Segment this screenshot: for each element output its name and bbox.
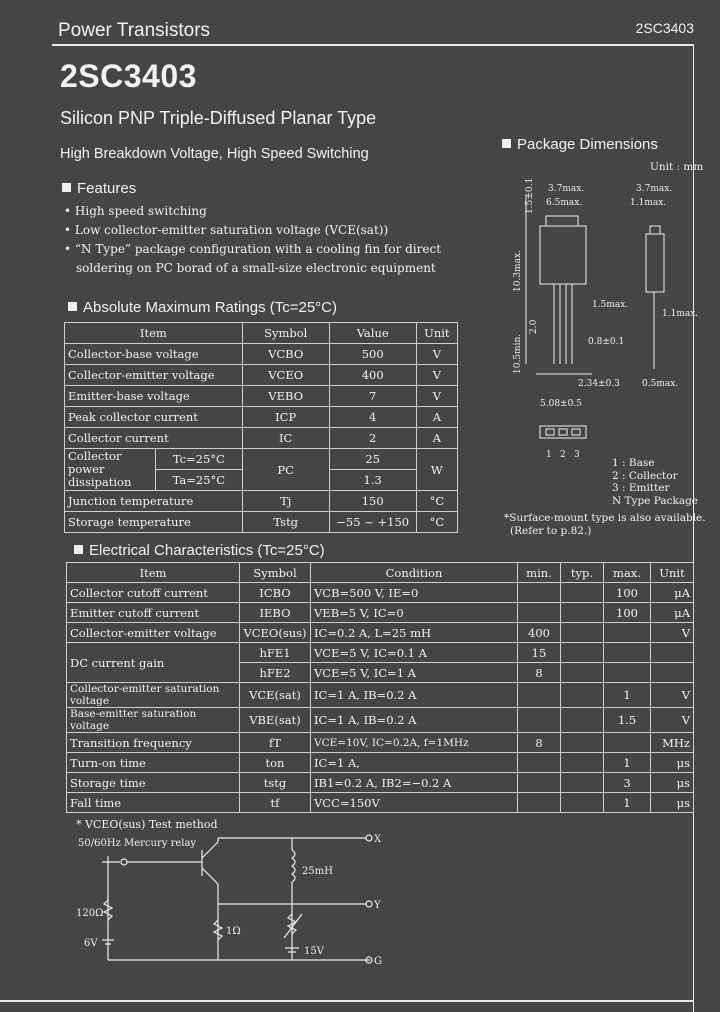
square-bullet-icon	[62, 183, 71, 192]
table-row	[67, 793, 694, 813]
label-r1: 120Ω	[76, 908, 104, 919]
transistor-emitter	[202, 868, 218, 884]
pin-legend	[612, 457, 698, 507]
cell-max: 100	[604, 603, 651, 623]
cell-symbol: hFE2	[240, 663, 311, 683]
pin-number: 1	[546, 450, 552, 460]
cell-unit: V	[416, 386, 457, 407]
label-x: X	[374, 834, 382, 845]
cell-unit: A	[416, 407, 457, 428]
cell-item: Turn-on time	[67, 753, 240, 773]
cell-item: Collector power dissipation	[65, 449, 156, 491]
bottom-rule	[0, 1000, 694, 1002]
table-row	[65, 365, 458, 386]
cell-min	[518, 603, 561, 623]
features-list	[64, 202, 484, 278]
table-row	[65, 386, 458, 407]
cell-unit: °C	[416, 491, 457, 512]
table-row	[67, 753, 694, 773]
column-header: Value	[329, 323, 416, 344]
cell-value: 500	[329, 344, 416, 365]
table-row	[65, 449, 458, 470]
cell-unit: V	[651, 683, 694, 708]
feature-text: High speed switching	[74, 204, 207, 218]
cell-value: 25	[329, 449, 416, 470]
legend-line: 1 : Base	[612, 457, 655, 469]
cell-typ	[561, 683, 604, 708]
label-r2: 1Ω	[226, 926, 241, 937]
cell-min	[518, 583, 561, 603]
cell-symbol: VCEO(sus)	[240, 623, 311, 643]
pad	[559, 429, 567, 435]
cell-unit: μA	[651, 603, 694, 623]
amr-table	[64, 322, 458, 533]
cell-max: 1	[604, 793, 651, 813]
cell-min: 400	[518, 623, 561, 643]
cell-symbol: PC	[242, 449, 329, 491]
package-drawing	[496, 174, 699, 464]
cell-max: 1	[604, 683, 651, 708]
cell-max	[604, 663, 651, 683]
cell-min: 15	[518, 643, 561, 663]
cell-min	[518, 773, 561, 793]
cell-condition: VCC=150V	[311, 793, 518, 813]
cell-unit: W	[416, 449, 457, 491]
square-bullet-icon	[74, 545, 83, 554]
cell-typ	[561, 643, 604, 663]
cell-max: 1.5	[604, 708, 651, 733]
amr-heading-label: Absolute Maximum Ratings (Tc=25°C)	[83, 299, 338, 316]
terminal-x	[366, 835, 372, 841]
table-row	[65, 344, 458, 365]
applications: High Breakdown Voltage, High Speed Switching	[60, 146, 369, 162]
cell-condition: Ta=25°C	[156, 470, 243, 491]
cell-condition: VCE=10V, IC=0.2A, f=1MHz	[311, 733, 518, 753]
cell-item: Emitter cutoff current	[67, 603, 240, 623]
cell-symbol: VEBO	[242, 386, 329, 407]
package-heading	[502, 136, 658, 153]
ec-table	[66, 562, 694, 813]
table-header-row	[65, 323, 458, 344]
cell-symbol: hFE1	[240, 643, 311, 663]
table-row	[67, 603, 694, 623]
dim-label: 3.7max.	[548, 184, 585, 194]
pin-number: 2	[560, 450, 566, 460]
table-row	[67, 623, 694, 643]
cell-item: Transition frequency	[67, 733, 240, 753]
cell-symbol: fT	[240, 733, 311, 753]
cell-max: 3	[604, 773, 651, 793]
cell-unit: °C	[416, 512, 457, 533]
cell-condition: IC=1 A, IB=0.2 A	[311, 683, 518, 708]
dim-label: 3.7max.	[636, 184, 673, 194]
table-row	[67, 708, 694, 733]
cell-max	[604, 733, 651, 753]
cell-unit: V	[651, 708, 694, 733]
dim-label: 6.5max.	[546, 198, 583, 208]
cell-unit: A	[416, 428, 457, 449]
cell-typ	[561, 708, 604, 733]
transistor-collector	[202, 842, 218, 858]
cell-symbol: VCEO	[242, 365, 329, 386]
dim-label: 1.5±0.1	[525, 177, 535, 214]
header-part-number: 2SC3403	[635, 20, 694, 36]
cell-item: Collector-emitter voltage	[65, 365, 243, 386]
cell-item: Emitter-base voltage	[65, 386, 243, 407]
column-header: max.	[604, 563, 651, 583]
cell-item: Collector-emitter saturation voltage	[67, 683, 240, 708]
cell-symbol: IEBO	[240, 603, 311, 623]
note-line: (Refer to p.82.)	[510, 524, 592, 537]
note-line: *Surface-mount type is also available.	[504, 512, 706, 524]
cell-condition: VCE=5 V, IC=1 A	[311, 663, 518, 683]
cell-symbol: tstg	[240, 773, 311, 793]
label-v2: 15V	[304, 946, 324, 957]
cell-unit	[651, 643, 694, 663]
cell-value: 7	[329, 386, 416, 407]
dim-label: 1.1max.	[662, 309, 699, 319]
dim-label: 1.5max.	[592, 300, 629, 310]
cell-symbol: Tj	[242, 491, 329, 512]
cell-item: Collector-emitter voltage	[67, 623, 240, 643]
feature-item: • High speed switching	[64, 204, 207, 218]
cell-item: Collector cutoff current	[67, 583, 240, 603]
feature-text: Low collector-emitter saturation voltage (VCE(sat))	[74, 223, 389, 237]
cell-condition: IC=0.2 A, L=25 mH	[311, 623, 518, 643]
square-bullet-icon	[502, 139, 511, 148]
cell-max	[604, 623, 651, 643]
cell-unit: μs	[651, 773, 694, 793]
column-header: Unit	[416, 323, 457, 344]
label-inductor: 25mH	[302, 866, 333, 877]
dim-label: 10.3max.	[513, 250, 523, 292]
table-row	[65, 428, 458, 449]
amr-heading	[68, 299, 337, 316]
cell-item: Collector-base voltage	[65, 344, 243, 365]
cell-typ	[561, 583, 604, 603]
table-header-row	[67, 563, 694, 583]
cell-typ	[561, 663, 604, 683]
cell-condition: IC=1 A,	[311, 753, 518, 773]
side-fin	[650, 226, 660, 234]
dim-label: 2.0	[529, 319, 539, 334]
package-note	[504, 512, 706, 537]
test-circuit	[76, 830, 400, 980]
cell-typ	[561, 733, 604, 753]
cell-condition: VCB=500 V, IE=0	[311, 583, 518, 603]
column-header: Symbol	[242, 323, 329, 344]
header-rule	[52, 44, 694, 46]
ec-heading-label: Electrical Characteristics (Tc=25°C)	[89, 542, 325, 559]
cell-item: Collector current	[65, 428, 243, 449]
cell-item: DC current gain	[67, 643, 240, 683]
cell-min: 8	[518, 733, 561, 753]
relay-label: 50/60Hz Mercury relay	[78, 838, 197, 849]
column-header: Item	[67, 563, 240, 583]
cell-item: Storage time	[67, 773, 240, 793]
cell-min	[518, 793, 561, 813]
cell-condition: Tc=25°C	[156, 449, 243, 470]
cell-symbol: VBE(sat)	[240, 708, 311, 733]
table-row	[67, 733, 694, 753]
cell-value: 2	[329, 428, 416, 449]
cell-unit: μs	[651, 793, 694, 813]
cell-symbol: tf	[240, 793, 311, 813]
relay-contact	[121, 859, 127, 865]
cell-unit: V	[651, 623, 694, 643]
features-heading-label: Features	[77, 180, 137, 197]
column-header: Unit	[651, 563, 694, 583]
cell-typ	[561, 773, 604, 793]
cell-typ	[561, 603, 604, 623]
table-row	[67, 683, 694, 708]
features-heading	[62, 180, 136, 197]
footprint	[540, 426, 586, 438]
ec-heading	[74, 542, 325, 559]
inductor	[292, 850, 295, 882]
dim-label: 2.34±0.3	[578, 379, 620, 389]
pin-number: 3	[574, 450, 580, 460]
pad	[546, 429, 554, 435]
cell-item: Base-emitter saturation voltage	[67, 708, 240, 733]
package-heading-label: Package Dimensions	[517, 136, 658, 153]
table-row	[65, 407, 458, 428]
label-v1: 6V	[84, 938, 98, 949]
cell-typ	[561, 793, 604, 813]
cell-symbol: VCBO	[242, 344, 329, 365]
cell-condition: VCE=5 V, IC=0.1 A	[311, 643, 518, 663]
legend-line: 3 : Emitter	[612, 482, 670, 494]
cell-symbol: Tstg	[242, 512, 329, 533]
dim-label: 10.5min.	[513, 333, 523, 374]
cell-symbol: IC	[242, 428, 329, 449]
table-row	[65, 512, 458, 533]
label-y: Y	[374, 900, 381, 911]
legend-line: 2 : Collector	[612, 469, 678, 482]
circuit-title: * VCEO(sus) Test method	[76, 818, 218, 831]
cell-unit: MHz	[651, 733, 694, 753]
cell-item: Fall time	[67, 793, 240, 813]
dim-label: 5.08±0.5	[540, 399, 582, 409]
cell-condition: IB1=0.2 A, IB2=−0.2 A	[311, 773, 518, 793]
cell-symbol: ton	[240, 753, 311, 773]
table-row	[67, 773, 694, 793]
cell-item: Junction temperature	[65, 491, 243, 512]
cell-max	[604, 643, 651, 663]
cell-value: 1.3	[329, 470, 416, 491]
cell-symbol: ICP	[242, 407, 329, 428]
subtitle: Silicon PNP Triple-Diffused Planar Type	[60, 108, 377, 128]
table-row	[67, 643, 694, 663]
cell-unit: μs	[651, 753, 694, 773]
cell-unit: V	[416, 344, 457, 365]
cooling-fin	[546, 216, 578, 226]
table-row	[67, 583, 694, 603]
feature-text: “N Type” package configuration with a cooling fin for direct soldering on PC borad of a small-size electronic equipment	[74, 242, 442, 275]
terminal-y	[366, 901, 372, 907]
cell-typ	[561, 753, 604, 773]
cell-max: 1	[604, 753, 651, 773]
square-bullet-icon	[68, 302, 77, 311]
cell-min	[518, 708, 561, 733]
cell-min: 8	[518, 663, 561, 683]
column-header: min.	[518, 563, 561, 583]
package-side-view	[646, 234, 664, 292]
cell-min	[518, 753, 561, 773]
cell-item: Storage temperature	[65, 512, 243, 533]
cell-value: 150	[329, 491, 416, 512]
header-category: Power Transistors	[58, 20, 211, 41]
column-header: Item	[65, 323, 243, 344]
package-body	[540, 226, 586, 284]
dim-label: 0.5max.	[642, 379, 679, 389]
dim-label: 1.1max.	[630, 198, 667, 208]
feature-item: • Low collector-emitter saturation voltage (VCE(sat))	[64, 223, 389, 237]
cell-typ	[561, 623, 604, 643]
dim-label: 0.8±0.1	[588, 337, 625, 347]
cell-value: −55 ~ +150	[329, 512, 416, 533]
pad	[572, 429, 580, 435]
cell-min	[518, 683, 561, 708]
package-unit: Unit : mm	[650, 161, 704, 173]
cell-condition: VEB=5 V, IC=0	[311, 603, 518, 623]
cell-value: 400	[329, 365, 416, 386]
column-header: typ.	[561, 563, 604, 583]
column-header: Symbol	[240, 563, 311, 583]
cell-unit: μA	[651, 583, 694, 603]
cell-value: 4	[329, 407, 416, 428]
page-title: 2SC3403	[60, 58, 197, 94]
cell-item: Peak collector current	[65, 407, 243, 428]
cell-unit: V	[416, 365, 457, 386]
cell-condition: IC=1 A, IB=0.2 A	[311, 708, 518, 733]
cell-symbol: VCE(sat)	[240, 683, 311, 708]
label-g: G	[374, 956, 382, 967]
table-row	[65, 491, 458, 512]
cell-unit	[651, 663, 694, 683]
cell-max: 100	[604, 583, 651, 603]
column-header: Condition	[311, 563, 518, 583]
feature-item: • “N Type” package configuration with a cooling fin for direct soldering on PC borad of a small-size electronic equipment	[64, 242, 442, 275]
cell-symbol: ICBO	[240, 583, 311, 603]
legend-line: N Type Package	[612, 494, 699, 507]
